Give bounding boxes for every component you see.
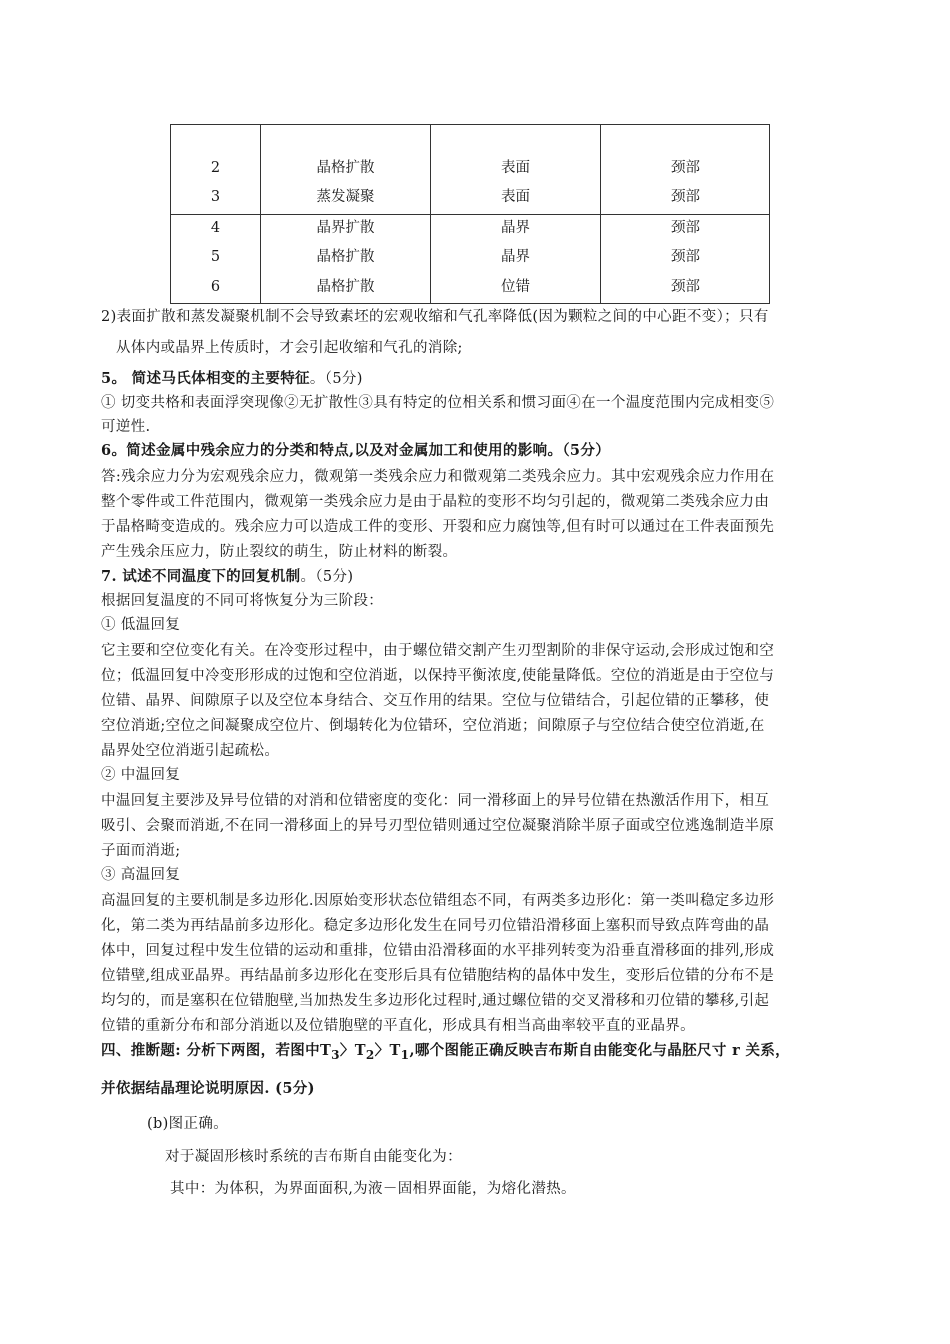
subsection-heading: ③ 高温回复 (101, 867, 181, 883)
table-cell: 4 (210, 220, 221, 236)
text-line: 整个零件或工件范围内，微观第一类残余应力是由于晶粒的变形不均匀引起的，微观第二类残余应力由 (101, 494, 770, 510)
text-line: 体中，回复过程中发生位错的运动和重排，位错由沿滑移面的水平排列转变为沿垂直滑移面的排列,形成 (101, 943, 775, 959)
text-line: 从体内或晶界上传质时，才会引起收缩和气孔的消除; (116, 340, 463, 356)
question-title: 7. 试述不同温度下的回复机制 (101, 568, 301, 585)
text-line: 根据回复温度的不同可将恢复分为三阶段： (101, 593, 384, 609)
table-cell: 6 (210, 279, 221, 295)
table-cell: 晶格扩散 (316, 249, 375, 265)
subscript: 1 (400, 1047, 410, 1062)
table-cell: 蒸发凝聚 (316, 189, 375, 205)
section-heading (101, 1040, 861, 1066)
question-heading (101, 566, 861, 588)
text-line: 吸引、会聚而消逝,不在同一滑移面上的异号刃型位错则通过空位凝聚消除半原子面或空位逃逸制造半原 (101, 818, 775, 834)
sintering-mechanism-table (170, 124, 770, 304)
text-line: 位错壁,组成亚晶界。再结晶前多边形化在变形后具有位错胞结构的晶体中发生，变形后位错的分布不是 (101, 968, 775, 984)
text-line: 空位消逝;空位之间凝聚成空位片、倒塌转化为位错环，空位消逝；间隙原子与空位结合使空位消逝,在 (101, 718, 765, 734)
text-line: 位错、晶界、间隙原子以及空位本身结合、交互作用的结果。空位与位错结合，引起位错的正攀移，使 (101, 693, 770, 709)
question-number: 5。 简述 (101, 370, 162, 387)
question-heading: 6。简述金属中残余应力的分类和特点,以及对金属加工和使用的影响。（5分） (101, 442, 611, 459)
text-line: 可逆性. (101, 419, 151, 435)
text-line: 均匀的，而是塞积在位错胞壁,当加热发生多边形化过程时,通过螺位错的交叉滑移和刃位错的攀移,引起 (101, 993, 770, 1009)
text-line: 答:残余应力分为宏观残余应力，微观第一类残余应力和微观第二类残余应力。其中宏观残余应力作用在 (101, 469, 775, 485)
table-cell: 表面 (501, 160, 530, 176)
subsection-heading: ② 中温回复 (101, 767, 181, 783)
text-line: 于晶格畸变造成的。残余应力可以造成工件的变形、开裂和应力腐蚀等,但有时可以通过在工件表面预先 (101, 519, 775, 535)
heading-part: 〉T (374, 1042, 401, 1059)
table-cell: 颈部 (671, 249, 700, 265)
table-cell: 晶格扩散 (316, 279, 375, 295)
question-score: 。（5分) (300, 569, 354, 585)
text-line: 中温回复主要涉及异号位错的对消和位错密度的变化：同一滑移面上的异号位错在热激活作用下，相互 (101, 793, 770, 809)
question-heading (101, 368, 861, 390)
table-cell: 5 (210, 249, 221, 265)
text-line: 位错的重新分布和部分消逝以及位错胞壁的平直化，形成具有相当高曲率较平直的亚晶界。 (101, 1018, 695, 1034)
table-cell: 3 (210, 189, 221, 205)
text-line: 产生残余压应力，防止裂纹的萌生，防止材料的断裂。 (101, 544, 458, 560)
table-cell: 位错 (501, 279, 530, 295)
text-line: 高温回复的主要机制是多边形化.因原始变形状态位错组态不同，有两类多边形化：第一类叫稳定多边形 (101, 893, 775, 909)
text-line: 其中：为体积，为界面面积,为液－固相界面能，为熔化潜热。 (170, 1181, 576, 1197)
text-line: ① 切变共格和表面浮突现像②无扩散性③具有特定的位相关系和惯习面④在一个温度范围内完成相变⑤ (101, 395, 775, 411)
table-cell: 晶界扩散 (316, 220, 375, 236)
subsection-heading: ① 低温回复 (101, 617, 181, 633)
table-cell: 晶界 (501, 220, 530, 236)
table-divider (171, 214, 769, 215)
heading-part: ,哪个图能正确反映吉布斯自由能变化与晶胚尺寸 r 关系， (409, 1042, 791, 1059)
text-line: 对于凝固形核时系统的吉布斯自由能变化为： (165, 1149, 462, 1165)
table-cell: 颈部 (671, 220, 700, 236)
text-line: 2)表面扩散和蒸发凝聚机制不会导致素坯的宏观收缩和气孔率降低(因为颗粒之间的中心距不变）；只有 (101, 309, 769, 325)
text-line: 它主要和空位变化有关。在冷变形过程中，由于螺位错交割产生刃型割阶的非保守运动,会形成过饱和空 (101, 643, 775, 659)
question-score: 。（5分) (309, 371, 363, 387)
heading-part: 四、推断题: 分析下两图，若图中T (101, 1042, 332, 1059)
subscript: 3 (331, 1047, 340, 1062)
text-line: 化，第二类为再结晶前多边形化。稳定多边形化发生在同号刃位错沿滑移面上塞积而导致点阵弯曲的晶 (101, 918, 770, 934)
table-cell: 晶格扩散 (316, 160, 375, 176)
table-cell: 颈部 (671, 189, 700, 205)
answer-line: (b)图正确。 (147, 1116, 229, 1132)
text-line: 位；低温回复中冷变形形成的过饱和空位消逝，以保持平衡浓度,使能量降低。空位的消逝是由于空位与 (101, 668, 775, 684)
table-cell: 表面 (501, 189, 530, 205)
question-title: 马氏体相变的主要特征 (161, 370, 310, 387)
subscript: 2 (365, 1047, 375, 1062)
section-heading: 并依据结晶理论说明原因. (5分) (101, 1080, 315, 1097)
table-cell: 2 (210, 160, 221, 176)
table-cell: 晶界 (501, 249, 530, 265)
heading-part: 〉T (339, 1042, 366, 1059)
text-line: 晶界处空位消逝引起疏松。 (101, 743, 280, 759)
table-cell: 颈部 (671, 160, 700, 176)
table-cell: 颈部 (671, 279, 700, 295)
text-line: 子面而消逝; (101, 843, 181, 859)
